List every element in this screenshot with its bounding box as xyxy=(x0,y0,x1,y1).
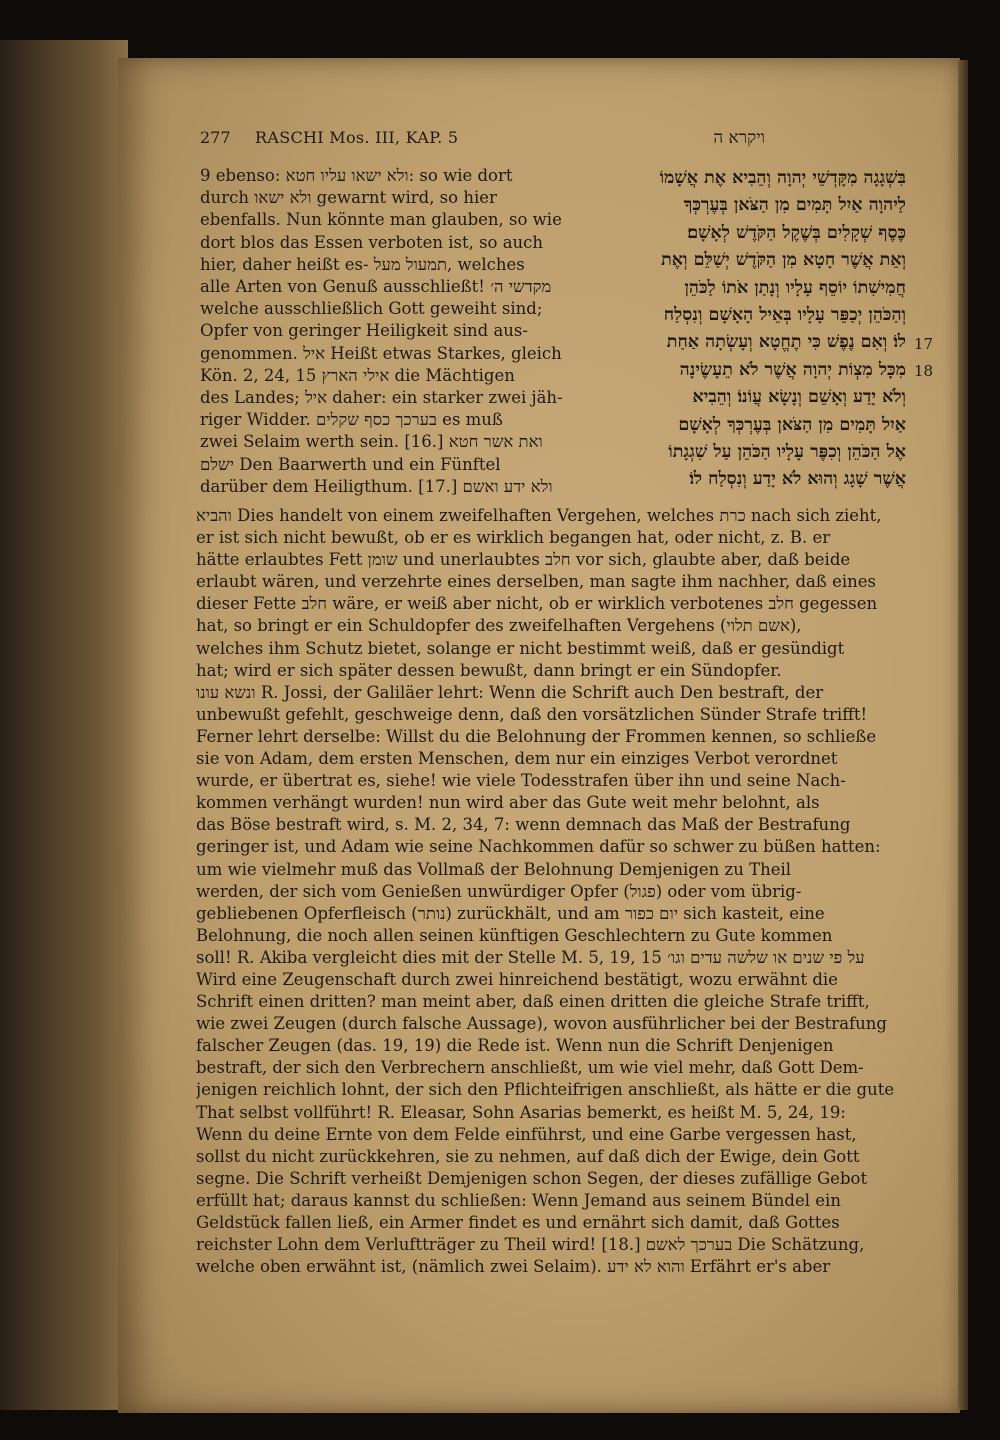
text-line: Belohnung, die noch allen seinen künftigen Geschlechtern zu Gute kommen xyxy=(196,925,833,945)
hebrew-line: חֲמִישִׁתוֹ יוֹסֵף עָלָיו וְנָתַן אֹתוֹ לַכֹּהֵן xyxy=(684,277,906,298)
text-line: hier, daher heißt es- תמעול מעל, welches xyxy=(200,254,525,274)
page-edge xyxy=(958,60,968,1410)
text-line: ישלם Den Baarwerth und ein Fünftel xyxy=(200,454,501,474)
hebrew-line: מִכָּל מִצְוֹת יְהוָה אֲשֶׁר לֹא תֵעָשֶׂינָה xyxy=(679,359,906,380)
text-line: welche oben erwähnt ist, (nämlich zwei Selaim). והוא לא ידע Erfährt er's aber xyxy=(196,1257,831,1277)
text-line: hat, so bringt er ein Schuldopfer des zweifelhaften Vergehens (אשם תלוי), xyxy=(196,616,802,636)
text-line: Wenn du deine Ernte von dem Felde einführst, und eine Garbe vergessen hast, xyxy=(196,1124,857,1144)
text-line: Geldstück fallen ließ, ein Armer findet es und ernährt sich damit, daß Gottes xyxy=(196,1213,840,1232)
text-line: dort blos das Essen verboten ist, so auch xyxy=(200,232,544,252)
hebrew-title: ויקרא ה xyxy=(713,128,765,148)
text-line: segne. Die Schrift verheißt Demjenigen schon Segen, der dieses zufällige Gebot xyxy=(196,1168,868,1188)
text-line: erfüllt hat; daraus kannst du schließen: Wenn Jemand aus seinem Bündel ein xyxy=(196,1190,841,1210)
text-line: des Landes; איל daher: ein starker zwei jäh- xyxy=(200,388,563,408)
text-line: jenigen reichlich lohnt, der sich den Pflichteifrigen anschließt, als hätte er die gute xyxy=(196,1080,895,1100)
hebrew-line: אַיִל תָּמִים מִן הַצֹּאן בְּעֶרְכְּךָ לְאָשָׁם xyxy=(678,414,906,435)
text-line: welche ausschließlich Gott geweiht sind; xyxy=(200,299,543,319)
hebrew-line: כֶּסֶף שְׁקָלִים בְּשֶׁקֶל הַקֹּדֶשׁ לְאָשָׁם׃ xyxy=(687,222,906,243)
text-line: ונשא עונו R. Jossi, der Galiläer lehrt: Wenn die Schrift auch Den bestraft, der xyxy=(196,682,824,702)
text-line: er ist sich nicht bewußt, ob er es wirklich begangen hat, oder nicht, z. B. er xyxy=(196,528,831,548)
text-line: genommen. איל Heißt etwas Starkes, gleich xyxy=(200,343,562,363)
text-line: darüber dem Heiligthum. [17.] ולא ידע ואשם xyxy=(200,476,553,496)
text-line: sie von Adam, dem ersten Menschen, dem nur ein einziges Verbot verordnet xyxy=(196,749,838,769)
commentary-full-width xyxy=(196,505,908,1278)
page-header xyxy=(200,128,905,154)
text-line: geringer ist, und Adam wie seine Nachkommen dafür so schwer zu büßen hatten: xyxy=(196,837,881,857)
page-number: 277 xyxy=(200,128,231,147)
text-line: gebliebenen Opferfleisch (נותר) zurückhält, und am יום כפור sich kasteit, eine xyxy=(196,903,825,923)
text-line: bestraft, der sich den Verbrechern anschließt, um wie viel mehr, daß Gott Dem- xyxy=(196,1058,864,1078)
text-line: reichster Lohn dem Verluftträger zu Theil wird! [18.] בערכך לאשם Die Schätzung, xyxy=(196,1235,865,1255)
text-line: Opfer von geringer Heiligkeit sind aus- xyxy=(200,321,528,341)
text-line: wie zwei Zeugen (durch falsche Aussage), wovon ausführlicher bei der Bestrafung xyxy=(196,1014,887,1034)
text-line: welches ihm Schutz bietet, solange er nicht bestimmt weiß, daß er gesündigt xyxy=(196,638,845,658)
hebrew-line: אֶל הַכֹּהֵן וְכִפֶּר עָלָיו הַכֹּהֵן עַל שִׁגְגָתוֹ xyxy=(668,442,906,463)
hebrew-line: בִּשְׁגָגָה מִקָּדְשֵׁי יְהוָה וְהֵבִיא אֶת אֲשָׁמוֹ xyxy=(659,168,906,188)
text-line: Wird eine Zeugenschaft durch zwei hinreichend bestätigt, wozu erwähnt die xyxy=(196,969,838,989)
text-line: wurde, er übertrat es, siehe! wie viele Todesstrafen über ihn und seine Nach- xyxy=(196,771,846,791)
text-line: unbewußt gefehlt, geschweige denn, daß den vorsätzlichen Sünder Strafe trifft! xyxy=(196,704,868,724)
text-line: 9 ebenso: ולא ישאו עליו חטא: so wie dort xyxy=(200,166,513,185)
text-line: sollst du nicht zurückkehren, sie zu nehmen, auf daß dich der Ewige, dein Gott xyxy=(196,1146,860,1166)
text-line: alle Arten von Genuß ausschließt! מקדשי ה׳ xyxy=(200,277,552,297)
text-line: hat; wird er sich später dessen bewußt, dann bringt er ein Sündopfer. xyxy=(196,660,782,680)
verse-number: 17 xyxy=(914,335,934,353)
text-line: והביא Dies handelt von einem zweifelhaften Vergehen, welches כרת nach sich zieht, xyxy=(196,506,882,525)
text-line: That selbst vollführt! R. Eleasar, Sohn Asarias bemerkt, es heißt M. 5, 24, 19: xyxy=(196,1102,846,1122)
text-line: dieser Fette חלב wäre, er weiß aber nicht, ob er wirklich verbotenes חלב gegessen xyxy=(196,594,878,614)
verse-number: 18 xyxy=(914,362,934,380)
hebrew-line: לַיהוָה אַיִל תָּמִים מִן הַצֹּאן בְּעֶרְכְּךָ xyxy=(683,195,906,216)
running-title: RASCHI Mos. III, KAP. 5 xyxy=(255,128,459,147)
text-line: kommen verhängt wurden! nun wird aber das Gute weit mehr belohnt, als xyxy=(196,793,820,813)
text-line: Ferner lehrt derselbe: Willst du die Belohnung der Frommen kennen, so schließe xyxy=(196,726,877,746)
text-line: das Böse bestraft wird, s. M. 2, 34, 7: wenn demnach das Maß der Bestrafung xyxy=(196,815,851,835)
text-line: erlaubt wären, und verzehrte eines derselben, man sagte ihm nachher, daß eines xyxy=(196,572,877,592)
hebrew-line: וְאֵת אֲשֶׁר חָטָא מִן הַקֹּדֶשׁ יְשַׁלֵּם וְאֶת xyxy=(661,250,906,271)
book-spine xyxy=(0,40,128,1410)
text-line: falscher Zeugen (das. 19, 19) die Rede ist. Wenn nun die Schrift Denjenigen xyxy=(196,1036,834,1056)
text-line: riger Widder. בערכך כסף שקלים es muß xyxy=(200,410,503,430)
text-line: hätte erlaubtes Fett שומן und unerlaubtes חלב vor sich, glaubte aber, daß beide xyxy=(196,550,851,570)
hebrew-line: וְלֹא יָדַע וְאָשֵׁם וְנָשָׂא עֲוֹנוֹ׃ וְהֵבִיא xyxy=(692,387,906,408)
text-line: ebenfalls. Nun könnte man glauben, so wie xyxy=(200,210,562,230)
hebrew-verse-column xyxy=(584,165,906,494)
text-line: durch ולא ישאו gewarnt wird, so hier xyxy=(200,188,497,208)
hebrew-line: וְהַכֹּהֵן יְכַפֵּר עָלָיו בְּאֵיל הָאָשָׁם וְנִסְלַח xyxy=(663,305,906,326)
text-line: um wie vielmehr muß das Vollmaß der Belohnung Demjenigen zu Theil xyxy=(196,859,792,879)
text-line: Schrift einen dritten? man meint aber, daß einen dritten die gleiche Strafe trifft, xyxy=(196,992,870,1012)
hebrew-line: אֲשֶׁר שָׁגָג וְהוּא לֹא יָדַע וְנִסְלַח לוֹ׃ xyxy=(689,469,906,490)
text-line: soll! R. Akiba vergleicht dies mit der Stelle M. 5, 19, 15 על פי שנים או שלשה עדים וגו׳ xyxy=(196,947,865,967)
text-line: zwei Selaim werth sein. [16.] ואת אשר חטא xyxy=(200,432,543,452)
text-line: werden, der sich vom Genießen unwürdiger Opfer (פגול) oder vom übrig- xyxy=(196,881,802,901)
commentary-left-column xyxy=(200,165,572,498)
text-line: Kön. 2, 24, 15 אילי הארץ die Mächtigen xyxy=(200,365,515,385)
hebrew-line: לוֹ׃ וְאִם נֶפֶשׁ כִּי תֶחֱטָא וְעָשְׂתָה אַחַת xyxy=(666,332,906,353)
